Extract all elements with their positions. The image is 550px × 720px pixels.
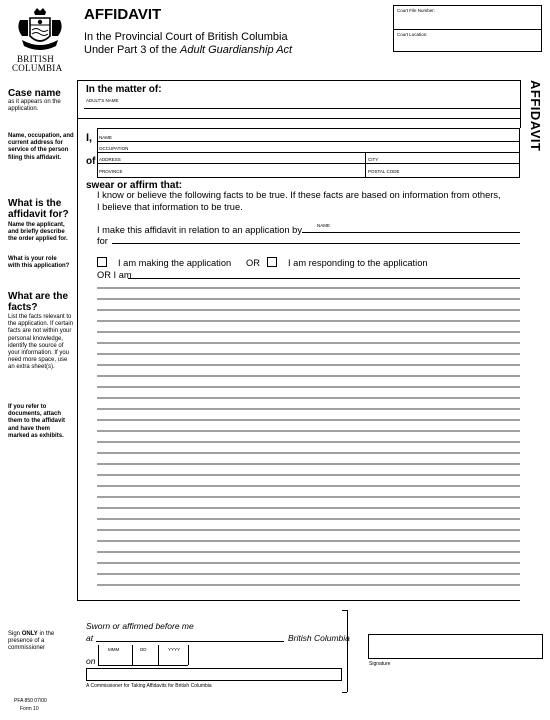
- sidebar-sign-note: [8, 631, 68, 653]
- sign-note-part2: in the presence of a commissioner: [8, 631, 55, 652]
- applicant-name-label: NAME: [317, 223, 331, 228]
- sign-note-only: ONLY: [21, 631, 38, 637]
- swear-line-2: I believe that information to be true.: [97, 202, 243, 212]
- form-number: Form 10: [20, 706, 39, 712]
- occupation-input[interactable]: [132, 142, 518, 152]
- logo-text-british: BRITISH: [17, 54, 55, 64]
- court-file-label: Court File Number:: [397, 8, 436, 13]
- making-application-checkbox[interactable]: [97, 257, 107, 267]
- sidebar-person-note: Name, occupation, and current address for service of the person filing this affidavit.: [8, 133, 74, 161]
- commissioner-label: A Commissioner for Taking Affidavits for British Columbia: [86, 683, 212, 689]
- court-name: In the Provincial Court of British Columbia: [84, 31, 288, 43]
- date-dd-input[interactable]: [133, 653, 157, 664]
- city-label: CITY: [368, 157, 379, 162]
- act-name: Adult Guardianship Act: [180, 44, 293, 56]
- date-yyyy-input[interactable]: [159, 653, 187, 664]
- commissioner-signature-box[interactable]: [86, 668, 342, 681]
- court-file-input[interactable]: [394, 6, 541, 28]
- signature-label: Signature: [369, 661, 391, 667]
- sworn-on-label: on: [86, 656, 96, 666]
- sworn-at-label: at: [86, 633, 94, 643]
- date-mmm-input[interactable]: [99, 653, 131, 664]
- postal-code-input[interactable]: [402, 164, 518, 177]
- logo-text-columbia: COLUMBIA: [12, 63, 63, 73]
- sworn-place-text: British Columbia: [288, 633, 350, 643]
- postal-code-label: POSTAL CODE: [368, 169, 400, 174]
- sworn-heading: Sworn or affirmed before me: [86, 621, 194, 631]
- sidebar-case-name-note: as it appears on the application.: [8, 99, 61, 113]
- or-i-am-label: OR I am: [97, 270, 132, 280]
- address-label: ADDRESS: [99, 157, 121, 162]
- act-reference: [84, 44, 292, 56]
- responding-application-checkbox[interactable]: [267, 257, 277, 267]
- side-tab-affidavit: AFFIDAVIT: [528, 80, 543, 152]
- for-label: for: [97, 236, 108, 246]
- act-prefix: Under Part 3 of the: [84, 44, 180, 56]
- sidebar-facts-head: What are the facts?: [8, 291, 69, 313]
- sidebar-case-name-head: Case name: [8, 88, 61, 99]
- province-label: PROVINCE: [99, 169, 123, 174]
- sidebar-what-for-head: What is the affidavit for?: [8, 198, 69, 220]
- occupation-label: OCCUPATION: [99, 146, 129, 151]
- application-text: I make this affidavit in relation to an application by: [97, 225, 302, 235]
- adult-name-input[interactable]: [130, 96, 518, 108]
- sworn-place-input[interactable]: [96, 630, 284, 641]
- swear-line-1: I know or believe the following facts to be true. If these facts are based on information from others,: [97, 190, 501, 200]
- date-dd-label: DD: [140, 647, 147, 652]
- address-input[interactable]: [124, 153, 364, 163]
- court-location-label: Court Location:: [397, 32, 428, 37]
- form-title: AFFIDAVIT: [84, 6, 162, 23]
- facts-area[interactable]: [97, 280, 520, 594]
- court-file-box: [393, 5, 542, 52]
- person-name-label: NAME: [99, 135, 113, 140]
- i-label: I,: [86, 132, 93, 144]
- sign-note-part1: Sign: [8, 631, 22, 637]
- person-name-input[interactable]: [120, 129, 518, 141]
- deponent-signature-box[interactable]: [368, 634, 543, 659]
- bc-crest-icon: [12, 6, 68, 54]
- city-input[interactable]: [382, 153, 518, 163]
- sidebar-role-note: What is your role with this application?: [8, 256, 70, 270]
- adult-name-label: ADULT'S NAME: [86, 98, 119, 103]
- date-mmm-label: MMM: [108, 647, 120, 652]
- opt-making-label: I am making the application: [118, 258, 232, 268]
- swear-heading: swear or affirm that:: [86, 180, 183, 191]
- bc-logo: [12, 6, 68, 76]
- form-code: PFA 850 07/00: [14, 698, 47, 704]
- or-label: OR: [246, 258, 260, 268]
- other-role-input[interactable]: [128, 268, 520, 278]
- court-location-input[interactable]: [394, 30, 541, 52]
- of-label: of: [86, 156, 96, 167]
- province-input[interactable]: [128, 164, 364, 177]
- sidebar-what-for-note: Name the applicant, and briefly describe the order applied for.: [8, 222, 68, 243]
- sidebar-refer-note: If you refer to documents, attach them to the affidavit and have them marked as exhibits.: [8, 404, 66, 439]
- order-applied-input[interactable]: [112, 232, 520, 243]
- matter-heading: In the matter of:: [86, 84, 162, 95]
- applicant-name-input[interactable]: [302, 220, 520, 232]
- opt-responding-label: I am responding to the application: [288, 258, 428, 268]
- date-yyyy-label: YYYY: [168, 647, 181, 652]
- facts-ruled-lines: [97, 280, 520, 594]
- sidebar-facts-note: List the facts relevant to the application. If certain facts are not within your personal knowledge, identify the source of your information. If you need more space, use an extra sheet(s).: [8, 314, 74, 371]
